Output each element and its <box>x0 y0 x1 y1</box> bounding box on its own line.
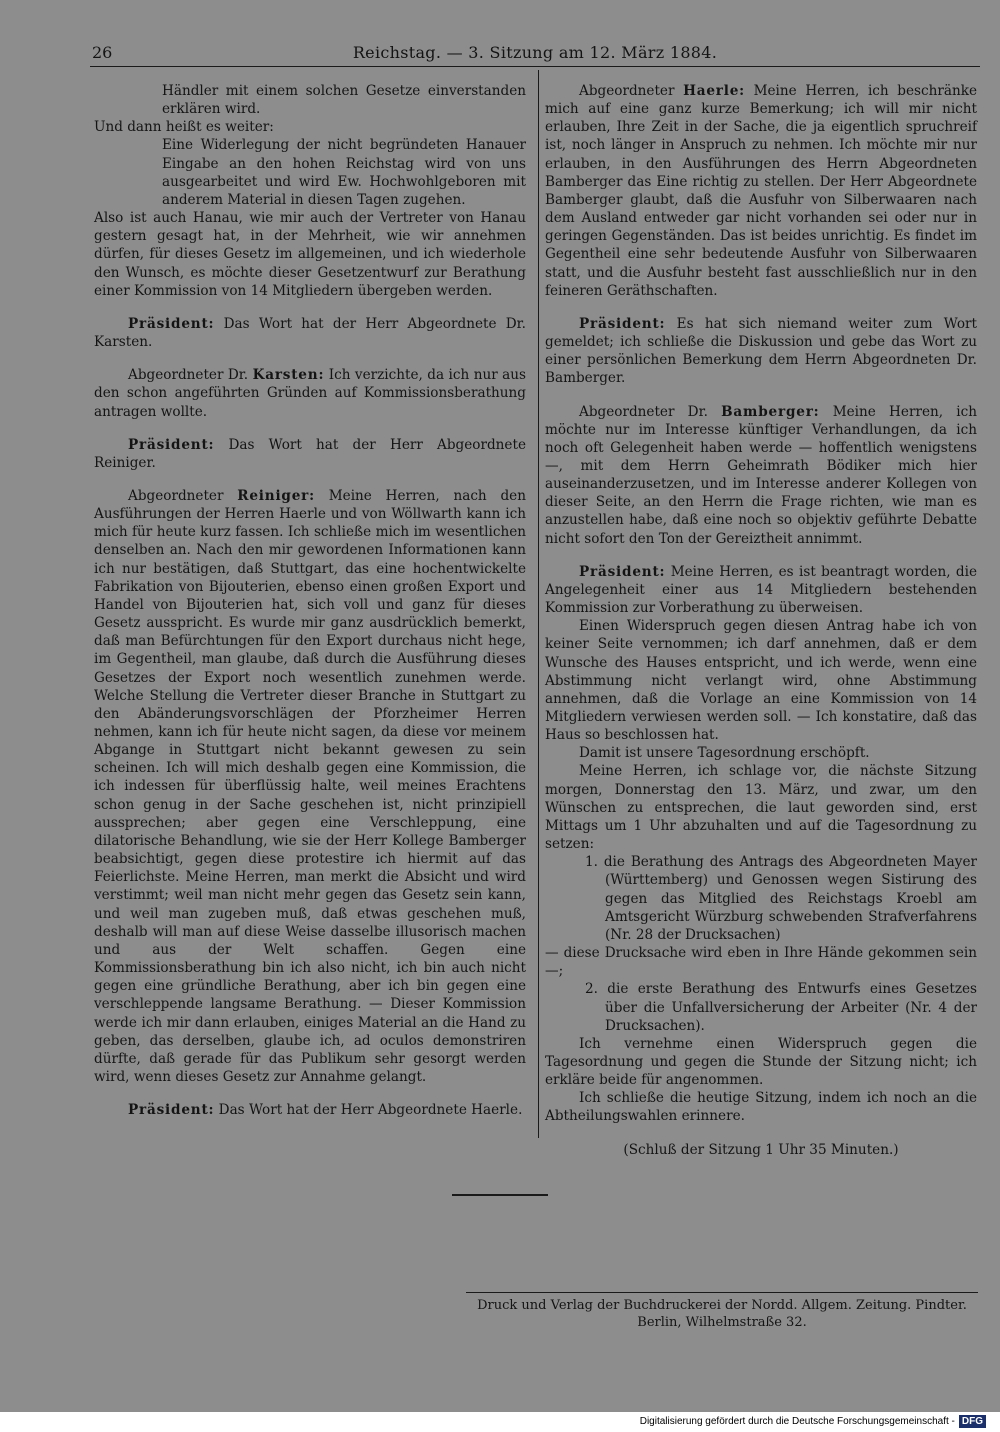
paragraph-text: Also ist auch Hanau, wie mir auch der Vertreter von Hanau gestern gesagt hat, in der Mehrheit, wie wir annehmen dürfen, für dieses Gesetz im allgemeinen, und ich wiederhole den Wunsch, es möchte dieser Gesetzentwurf zur Berathung einer Kommission von 14 Mitgliedern übergeben werden. <box>94 210 526 299</box>
paragraph-text: — diese Drucksache wird eben in Ihre Hände gekommen sein —; <box>545 945 977 980</box>
paragraph-text: Meine Herren, es ist beantragt worden, die Angelegenheit einer aus 14 Mitgliedern bestehenden Kommission zur Vorberathung zu überweisen. <box>545 563 977 617</box>
speaker-prefix: Abgeordneter Dr. <box>128 367 253 384</box>
paragraph <box>545 315 977 388</box>
paragraph <box>94 487 526 1086</box>
speaker-name: Präsident: <box>579 563 666 580</box>
right-column <box>545 82 977 1159</box>
paragraph-text: 1. die Berathung des Antrags des Abgeordneten Mayer (Württemberg) und Genossen wegen Sistirung des gegen das Mitglied des Reichstags Kroebl am Amtsgericht Würzburg schwebenden Strafverfahrens (Nr. 28 der Drucksachen) <box>585 854 977 943</box>
paragraph-text: Meine Herren, ich schlage vor, die nächste Sitzung morgen, Donnerstag den 13. März, und zwar, um den Wünschen zu entsprechen, die laut geworden sind, erst Mittags um 1 Uhr abzuhalten und auf die Tagesordnung zu setzen: <box>545 763 977 853</box>
left-column <box>94 82 526 1119</box>
paragraph-text: Meine Herren, ich möchte nur im Interesse künftiger Verhandlungen, da ich noch oft Gelegenheit haben werde — hoffentlich wenigstens —, mit dem Herrn Geheimrath Bödiker mich hier auseinanderzusetzen, und im Interesse anderer Kollegen von dieser Seite, an den Herrn die Frage richten, wie man es anzustellen habe, daß eine noch so objektiv geführte Debatte nicht sofort den Ton der Gereiztheit annimmt. <box>545 403 978 547</box>
paragraph-text: Das Wort hat der Herr Abgeordnete Reiniger. <box>94 436 526 471</box>
speaker-name: Karsten: <box>252 367 325 384</box>
paragraph-text: Meine Herren, nach den Ausführungen der Herren Haerle und von Wöllwarth kann ich mich für heute kurz fassen. Ich schließe mich im wesentlichen denselben an. Nach den mir gewordenen Informationen kann ich nur bestätigen, daß Stuttgart, das eine hochentwickelte Fabrikation von Bijouterien, ebenso einen großen Export und Handel von Bijouterien hat, sich voll und ganz für dieses Gesetz ausspricht. Es wurde mir ganz ausdrücklich bemerkt, daß man Befürchtungen für den Export durchaus nicht hege, im Gegentheil, man glaube, daß durch die Ausführung dieses Gesetzes der Export noch wesentlich zunehmen werde. Welche Stellung die Vertreter dieser Branche in Stuttgart zu den Abänderungsvorschlägen der Pforzheimer Herren nehmen, kann ich für heute nicht sagen, da diese vor meinem Abgange in Stuttgart nicht bekannt gewesen zu sein scheinen. Ich will mich deshalb gegen eine Kommission, die ich indessen für überflüssig halte, weil meines Erachtens schon genug in der Sache geschehen ist, nicht prinzipiell aussprechen; aber gegen eine Verschleppung, eine dilatorische Behandlung, wie sie der Herr Kollege Bamberger beabsichtigt, gegen diese protestire ich hiermit auf das Feierlichste. Meine Herren, man merkt die Absicht und wird verstimmt; weil man nicht mehr gegen das Gesetz sein kann, und weil man zugeben muß, daß etwas geschehen muß, deshalb will man auf diese Weise dasselbe illusorisch machen und aus der Welt schaffen. Gegen eine Kommissionsberathung bin ich also nicht, ich bin auch nicht gegen eine gründliche Berathung, aber ich bin gegen eine verschleppende langsame Berathung. — Dieser Kommission werde ich mir dann erlauben, einiges Material an die Hand zu geben, das derselben, glaube ich, ad oculos demonstriren dürfte, daß gerade für das Publikum sehr gesorgt werden wird, wenn dieses Gesetz zur Annahme gelangt. <box>94 487 526 1085</box>
paragraph-text: (Schluß der Sitzung 1 Uhr 35 Minuten.) <box>623 1141 899 1158</box>
running-title: Reichstag. — 3. Sitzung am 12. März 1884. <box>352 43 718 62</box>
end-rule <box>452 1194 548 1196</box>
paragraph-text: Es hat sich niemand weiter zum Wort gemeldet; ich schließe die Diskussion und gebe das Wort zu einer persönlichen Bemerkung dem Herrn Abgeordneten Dr. Bamberger. <box>545 315 977 387</box>
paragraph <box>94 366 526 420</box>
credit-text: Digitalisierung gefördert durch die Deutsche Forschungsgemeinschaft - <box>639 1416 955 1427</box>
paragraph <box>545 853 977 944</box>
paragraph-text: Meine Herren, ich beschränke mich auf eine ganz kurze Bemerkung; ich will mir nicht erlauben, Ihre Zeit in der Sache, die ja eigentlich spruchreif ist, noch länger in Anspruch zu nehmen. Ich möchte mir nur erlauben, in den Ausführungen des Herrn Abgeordneten Bamberger das Eine richtig zu stellen. Der Herr Abgeordnete Bamberger glaubt, daß die Ausfuhr von Silberwaaren nach dem Ausland entweder gar nicht vorhanden sei oder nur in geringen Gegenständen. Das ist beides unrichtig. Es findet im Gegentheil eine sehr bedeutende Ausfuhr von Silberwaaren statt, und die Ausfuhr besteht fast ausschließlich nur in den feineren Geräthschaften. <box>545 83 978 299</box>
paragraph-text: Das Wort hat der Herr Abgeordnete Haerle. <box>214 1102 523 1119</box>
dfg-logo: DFG <box>959 1415 986 1428</box>
paragraph-text: Ich vernehme einen Widerspruch gegen die Tagesordnung und gegen die Stunde der Sitzung nicht; ich erkläre beide für angenommen. <box>545 1035 977 1089</box>
header-rule <box>90 66 980 67</box>
speaker-name: Reiniger: <box>237 487 315 504</box>
paragraph <box>94 1101 526 1119</box>
paragraph-text: Und dann heißt es weiter: <box>94 119 274 136</box>
digitization-credit <box>640 1414 986 1430</box>
paragraph <box>545 82 977 300</box>
paragraph <box>545 617 977 744</box>
imprint <box>466 1297 978 1331</box>
paragraph <box>94 136 526 209</box>
paragraph <box>94 209 526 300</box>
imprint-line-2: Berlin, Wilhelmstraße 32. <box>637 1315 807 1330</box>
imprint-rule <box>466 1292 978 1293</box>
speaker-prefix: Abgeordneter <box>128 487 238 504</box>
paragraph <box>545 980 977 1034</box>
paragraph <box>94 118 526 136</box>
paragraph-text: Einen Widerspruch gegen diesen Antrag habe ich von keiner Seite vernommen; ich darf annehmen, daß er dem Wunsche des Hauses entspricht, und ich werde, wenn eine Abstimmung nicht verlangt wird, ohne Abstimmung annehmen, daß die Vorlage an eine Kommission von 14 Mitgliedern verwiesen werden soll. — Ich konstatire, daß das Haus so beschlossen hat. <box>545 618 977 744</box>
paragraph-text: Eine Widerlegung der nicht begründeten Hanauer Eingabe an den hohen Reichstag wird von uns ausgearbeitet und wird Ew. Hochwohlgeboren mit anderem Material in diesen Tagen zugehen. <box>162 137 526 208</box>
paragraph <box>545 403 977 548</box>
speaker-name: Präsident: <box>128 436 215 453</box>
speaker-name: Bamberger: <box>721 403 820 420</box>
paragraph-text: 2. die erste Berathung des Entwurfs eines Gesetzes über die Unfallversicherung der Arbeiter (Nr. 4 der Drucksachen). <box>585 981 977 1034</box>
page-number: 26 <box>92 43 113 62</box>
paragraph <box>545 1141 977 1159</box>
paragraph <box>545 944 977 980</box>
paragraph <box>545 762 977 853</box>
paragraph <box>545 744 977 762</box>
paragraph-text: Ich verzichte, da ich nur aus den schon angeführten Gründen auf Kommissionsberathung antragen wollte. <box>94 367 526 420</box>
paragraph <box>94 436 526 472</box>
imprint-line-1: Druck und Verlag der Buchdruckerei der Nordd. Allgem. Zeitung. Pindter. <box>477 1298 967 1313</box>
paragraph <box>545 1035 977 1089</box>
speaker-prefix: Abgeordneter <box>579 83 684 99</box>
paragraph <box>545 563 977 617</box>
paragraph <box>94 315 526 351</box>
paragraph <box>94 82 526 118</box>
paragraph-text: Das Wort hat der Herr Abgeordnete Dr. Karsten. <box>94 315 526 351</box>
paragraph <box>545 1089 977 1125</box>
paragraph-text: Damit ist unsere Tagesordnung erschöpft. <box>579 745 870 762</box>
paragraph-text: Händler mit einem solchen Gesetze einverstanden erklären wird. <box>162 83 526 118</box>
speaker-name: Präsident: <box>579 315 666 332</box>
speaker-name: Präsident: <box>128 1102 215 1119</box>
paragraph-text: Ich schließe die heutige Sitzung, indem ich noch an die Abtheilungswahlen erinnere. <box>545 1090 977 1125</box>
column-divider <box>538 70 539 1138</box>
speaker-name: Haerle: <box>683 83 745 99</box>
speaker-prefix: Abgeordneter Dr. <box>579 403 722 420</box>
speaker-name: Präsident: <box>128 315 215 332</box>
